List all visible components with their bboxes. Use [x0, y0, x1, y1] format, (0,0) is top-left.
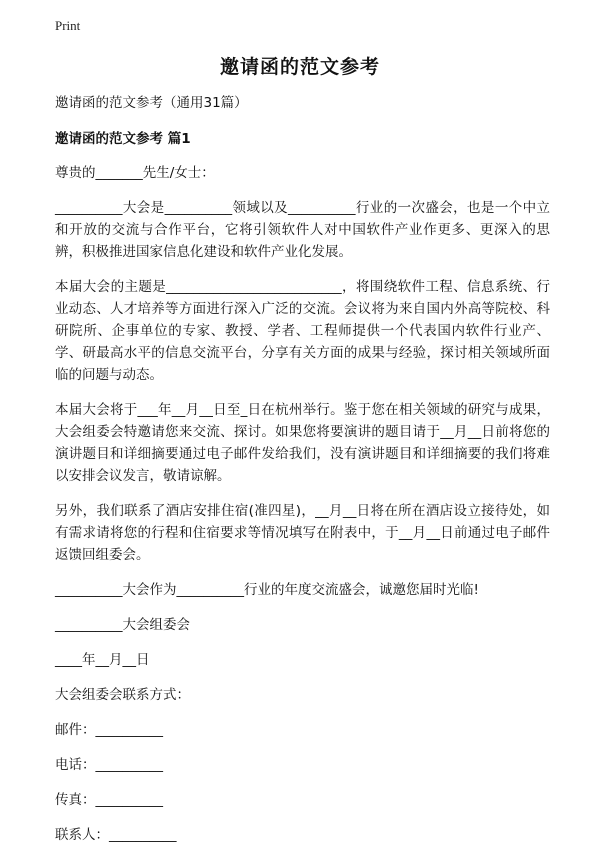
paragraph-schedule: 本届大会将于___年__月__日至_日在杭州举行。鉴于您在相关领域的研究与成果，大会组委会特邀请您来交流、探讨。如果您将要演讲的题目请于__月__日前将您的演讲题目和详细摘要通过电子邮件发给我们，没有演讲题目和详细摘要的我们将难以安排会议发言，敬请谅解。 — [55, 402, 550, 484]
contact-fax: 传真：__________ — [55, 792, 163, 808]
paragraph-invitation: __________大会作为__________行业的年度交流盛会，诚邀您届时光临! — [55, 582, 479, 598]
date-line: ____年__月__日 — [55, 652, 150, 668]
paragraph-accommodation: 另外，我们联系了酒店安排住宿(准四星)，__月__日将在所在酒店设立接待处，如有需求请将您的行程和住宿要求等情况填写在附表中，于__月__日前通过电子邮件返馈回组委会。 — [55, 503, 550, 563]
print-link[interactable]: Print — [55, 18, 81, 33]
section-heading: 邀请函的范文参考 篇1 — [55, 131, 191, 147]
organizer-signature: __________大会组委会 — [55, 617, 190, 633]
paragraph-theme: 本届大会的主题是__________________________，将围绕软件工程、信息系统、行业动态、人才培养等方面进行深入广泛的交流。会议将为来自国内外高等院校、科研院所、企事单位的专家、教授、学者、工程师提供一个代表国内软件行业产、学、研最高水平的信息交流平台，分享有关方面的成果与经验，探讨相关领域所面临的问题与动态。 — [55, 279, 550, 383]
contact-phone: 电话：__________ — [55, 757, 163, 773]
paragraph-intro: __________大会是__________领域以及__________行业的一次盛会，也是一个中立和开放的交流与合作平台，它将引领软件人对中国软件产业作更多、更深入的思辨，积极推进国家信息化建设和软件产业化发展。 — [55, 200, 550, 260]
salutation: 尊贵的_______先生/女士： — [55, 165, 215, 181]
document-body — [55, 92, 550, 846]
contact-person: 联系人：__________ — [55, 827, 177, 843]
contact-email: 邮件：__________ — [55, 722, 163, 738]
page-title: 邀请函的范文参考 — [219, 56, 380, 78]
contact-heading: 大会组委会联系方式： — [55, 687, 190, 703]
subtitle: 邀请函的范文参考（通用31篇） — [55, 95, 248, 111]
